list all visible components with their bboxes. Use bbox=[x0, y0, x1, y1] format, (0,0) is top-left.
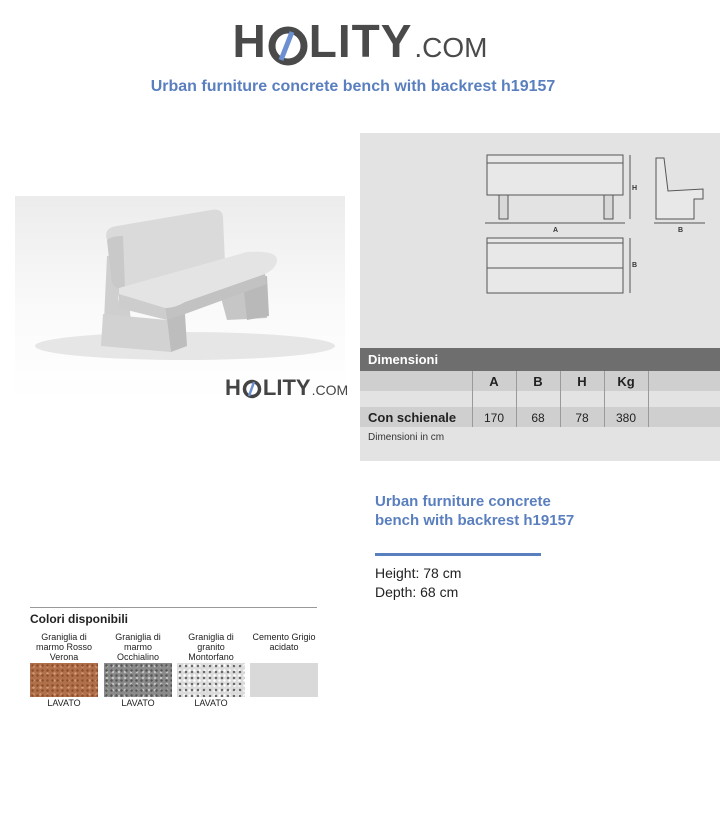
finish-label: LAVATO bbox=[121, 698, 155, 708]
product-title[interactable]: Urban furniture concrete bench with backrest h19157 bbox=[375, 493, 575, 529]
value-b: 68 bbox=[531, 411, 545, 425]
finish-label: LAVATO bbox=[194, 698, 228, 708]
spec-height: Height: 78 cm bbox=[375, 565, 462, 581]
column-b: B bbox=[533, 374, 543, 389]
dimension-letter-b-side: B bbox=[678, 227, 684, 234]
column-a: A bbox=[489, 374, 499, 389]
dimensions-row bbox=[360, 407, 720, 427]
dimensions-header: Dimensioni bbox=[360, 348, 720, 371]
table-divider bbox=[604, 371, 605, 427]
logo-letters-lity: LITY bbox=[308, 15, 413, 67]
color-label-montorfano: Graniglia di granito Montorfano bbox=[188, 632, 234, 662]
color-label-occhialino: Graniglia di marmo Occhialino bbox=[115, 632, 161, 662]
photo-watermark-logo bbox=[225, 375, 348, 401]
table-divider bbox=[648, 371, 649, 427]
dimension-letter-a: A bbox=[553, 227, 559, 234]
technical-drawing bbox=[360, 133, 720, 343]
spec-depth: Depth: 68 cm bbox=[375, 584, 459, 600]
dimensions-note: Dimensioni in cm bbox=[368, 432, 445, 443]
color-swatch-cemento-grigio[interactable] bbox=[250, 663, 318, 697]
watermark-com: .COM bbox=[311, 382, 349, 398]
watermark-o-icon bbox=[242, 379, 262, 399]
row-label: Con schienale bbox=[368, 410, 457, 425]
colors-title: Colori disponibili bbox=[30, 612, 128, 626]
title-underline bbox=[375, 553, 541, 556]
column-h: H bbox=[577, 374, 587, 389]
watermark-letter-h: H bbox=[225, 375, 241, 400]
dimension-letter-b-top: B bbox=[632, 262, 638, 269]
watermark-letters-lity: LITY bbox=[262, 375, 311, 400]
table-divider bbox=[560, 371, 561, 427]
dimensions-column-row bbox=[360, 371, 720, 391]
value-a: 170 bbox=[483, 411, 505, 425]
color-swatch-montorfano[interactable] bbox=[177, 663, 245, 697]
color-swatch-occhialino[interactable] bbox=[104, 663, 172, 697]
dimension-letter-h: H bbox=[632, 185, 638, 192]
column-kg: Kg bbox=[617, 374, 635, 389]
colors-divider bbox=[30, 607, 317, 608]
value-h: 78 bbox=[575, 411, 589, 425]
site-logo[interactable] bbox=[0, 14, 720, 70]
color-swatch-rosso-verona[interactable] bbox=[30, 663, 98, 697]
color-label-rosso-verona: Graniglia di marmo Rosso Verona bbox=[35, 632, 92, 662]
value-kg: 380 bbox=[615, 411, 637, 425]
page-title: Urban furniture concrete bench with backrest h19157 bbox=[150, 78, 556, 95]
product-photo bbox=[15, 196, 345, 402]
table-divider bbox=[516, 371, 517, 427]
technical-sheet bbox=[360, 133, 720, 461]
logo-letter-h: H bbox=[232, 15, 267, 67]
logo-o-icon bbox=[268, 23, 308, 63]
finish-label: LAVATO bbox=[47, 698, 81, 708]
logo-com: .COM bbox=[414, 32, 488, 63]
table-divider bbox=[472, 371, 473, 427]
color-label-cemento-grigio: Cemento Grigio acidato bbox=[252, 632, 316, 652]
